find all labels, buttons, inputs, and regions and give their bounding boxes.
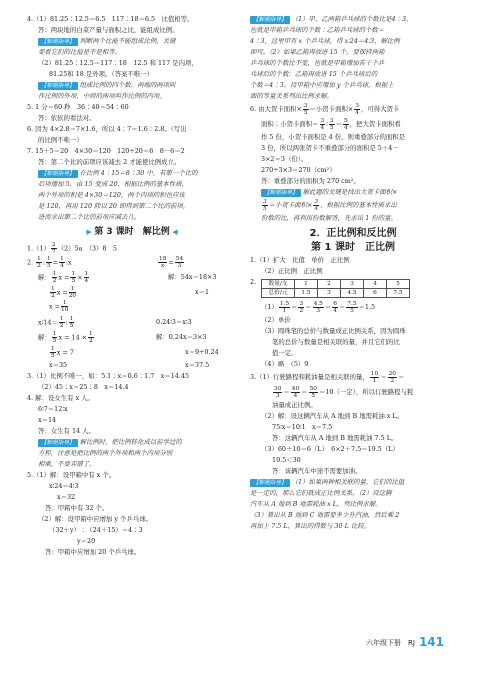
tip-text: 组成比例的四个数，两端的两项叫	[79, 81, 176, 89]
right-column: 【解题指导】 （1）甲、乙两箱乒乓球的个数比是4∶3， 也就是甲箱乒乓球的个数∶乙箱乒乓球的个数＝ 4∶3，这里甲有 x 个乒乓球，得 x∶24＝4∶3，解比例 即可。（2）如果乙箱再放进 15 个，要保持两箱 乒乓球的个数比不变，也就是甲箱增加若干个乒 乓球后的个数：乙箱再放进 15 个乒乓球后的 个数＝4∶3。设甲箱中应增加 y 个乒乓球，根据上 面的等量关系列出比例求解。 6. 由大贺卡面积× $\frac{3}{5}$ ＝小贺卡面积× $\frac{3}{4}$ ，可得大贺卡 面积∶小贺卡面积＝ $\frac{3}{4}$ ∶ $\frac{3}{5}$ ＝ $\frac{5}{4}$ ，把大贺卡面积看 作 5 份，小贺卡面积是 4 份，则重叠部分的面积是 3 份，所以两张贺卡不重叠部分的面积是 5＋4－ 3×2＝3（份）。 270÷3×3＝270（cm²） 答：重叠部分的面积为 270 cm²。 【解题指导】 解此题的关键是找出大贺卡面积× $\frac{3}{5}$ ＝小贺卡面积× $\frac{3}{4}$ ，根据比例的基本性质求出 份数的比，再利用份数解答，先求出 1 份的量。 2．正比例和反比例 第 1 课时 正比例 1.（1）扩大 比值 单价 正比例 （2）正比例 正比例 2. 数量/支 1 2 3 4 5 总价/元 1.5 3 4.5 6 7.5 （1） $\frac{1.5}{1}$ ＝ $\frac{3}{2}$ ＝ $\frac{4.5}{3}$ ＝ $\frac{6}{4}$ ＝ $\frac{7.5}{5}$ ＝1.5 （2）单价 （3）圆珠笔的总价与数量成正比例关系，因为圆珠 笔的总价与数量是相关联的量，并且它们的比 值一定。 （4）略 （5）9 3.（1）行驶路程和耗油量是相关联的量， $\frac{10}{1}$ ＝ $\frac{20}{2}$ ＝ $\frac{30}{3}$ ＝ $\frac{40}{4}$ ＝ $\frac{50}{5}$ ＝10（一定），所以行驶路程与耗 油量成正比例。 （2）解：设这辆汽车从 A 地到 B 地需耗油 x L。 75∶x＝10∶1 x＝7.5 答：这辆汽车从 A 地到 B 地需耗油 7.5 L。 （3）60＋10＝6（L） 6×2＋7.5＝19.5（L） 19.5＜30 答：该辆汽车中途不需要加油。 【解题指导】 （1）如果两种相关联的量，它们的比值 是一定的，那么它们就成正比例关系。（2）设这辆 汽车从 A 地到 B 地需耗油 x L，列比例求解。 （3）算出从 B 地到 C 地需要多少升汽油，然后乘 2 再加上 7.5 L，算出的得数与 30 L 比较。	[250, 14, 456, 532]
q4-line4: 81.25和 18 是外项。（答案不唯一）	[49, 70, 153, 78]
r-q6-line7: 答：重叠部分的面积为 270 cm²。	[261, 177, 360, 185]
p2-line2: （2）单价	[261, 316, 291, 324]
s3-line1: 3.（1）比例不唯一，如：5.1∶x＝0.6∶1.7 x＝14.45	[27, 372, 190, 380]
table-cell: 4.5	[341, 289, 364, 298]
p3-tip-l3: 汽车从 A 地到 B 地需耗油 x L，列比例求解。	[250, 500, 382, 508]
r-tip-l5: 乒乓球的个数比不变，也就是甲箱增加若干个乒	[250, 59, 385, 67]
page-footer	[366, 637, 444, 649]
s1-line: 1.（1） $\frac{2}{7}$ （2）5a （3）8 5	[27, 242, 117, 255]
s2-step2: $\frac{1}{2}$ x = $\frac{1}{20}$ x＝1	[51, 286, 210, 299]
s5-line1: 5.（1）解：设甲箱中有 x 个。	[27, 471, 116, 479]
p1-line2: （2）正比例 正比例	[261, 267, 323, 275]
p3-tip-l5: 再加上 7.5 L，算出的得数与 30 L 比较。	[250, 522, 371, 530]
lesson-title: 第 1 课时 正比例	[311, 242, 395, 253]
p3-tip-l4: （3）算出从 B 地到 C 地需要多少升汽油，然后乘 2	[250, 511, 400, 519]
s2-step6: x＝35 x＝37.5	[49, 361, 210, 369]
p2-ratio-line: （1） $\frac{1.5}{1}$ ＝ $\frac{3}{2}$ ＝ $\frac{4.5}{3}$ ＝ $\frac{6}{4}$ ＝ $\frac{7.5}{5}$ ＝1.5	[261, 300, 376, 314]
p3-tip-l2: 是一定的，那么它们就成正比例关系。（2）设这辆	[250, 489, 392, 497]
s4-line4: 答：女生有 14 人。	[38, 427, 95, 435]
table-row	[262, 289, 410, 298]
r-q6-line2: 面积∶小贺卡面积＝ $\frac{3}{4}$ ∶ $\frac{3}{5}$ ＝ $\frac{5}{4}$ ，把大贺卡面积看	[261, 117, 401, 131]
tip-label: 【解题指导】	[250, 16, 290, 24]
s4-line1: 4. 解：设女生有 x 人。	[27, 394, 94, 402]
tip-text: （1）甲、乙两箱乒乓球的个数比是4∶3，	[291, 15, 413, 23]
tip-text: 解比例时，把比例转化成以前学过的	[79, 438, 182, 446]
s4-tip-l2: 方程，注意是把比例的两个外项和两个内项分别	[38, 449, 173, 457]
r-tip-l2: 也就是甲箱乒乓球的个数∶乙箱乒乓球的个数＝	[250, 26, 385, 34]
table-cell: 5	[387, 280, 410, 289]
q4-line2: 答：两块地的白菜产量与面积之比，能组成比例。	[38, 26, 179, 34]
q6-line1: 6. 因为 4×2.8＝7×1.6，所以 4∶7＝1.6∶2.8。（写出	[27, 125, 187, 133]
table-cell: 2	[318, 280, 341, 289]
p2-line3: （3）圆珠笔的总价与数量成正比例关系，因为圆珠	[261, 327, 406, 335]
s4-line3: x＝14	[38, 416, 57, 424]
table-header: 总价/元	[262, 289, 295, 298]
tip-label: 【解题指导】	[38, 170, 78, 178]
s2-eq-row2: x∶14＝ $\frac{1}{2}$ : $\frac{1}{5}$ 0.24∶3＝x∶3	[38, 316, 192, 329]
r-tip-l8: 面的等量关系列出比例求解。	[250, 92, 334, 100]
q4-line3: （2）81.25∶12.5＝117∶18 12.5 和 117 是内项，	[38, 59, 198, 67]
table-cell: 1.5	[295, 289, 318, 298]
s2-step4: 解： $\frac{1}{5}$ x = 14 × $\frac{1}{2}$ 解：0.24x＝3×3	[38, 331, 207, 344]
s5-line4: 答：甲箱中有 32 个。	[45, 504, 109, 512]
s2-step5: $\frac{1}{5}$ x = 7 x＝9÷0.24	[51, 346, 219, 359]
price-table	[261, 279, 410, 298]
q5-line2: 答：依依的看法对。	[38, 114, 96, 122]
tip-label: 【解题指导】	[38, 38, 78, 46]
table-cell: 3	[318, 289, 341, 298]
s2-eq-row1: 2. $\frac{1}{2}$ : $\frac{1}{5}$ = $\frac{1}{4}$ :x $\frac{18}{x}$ = $\frac{54}{3}$	[27, 256, 184, 269]
table-row	[262, 280, 410, 289]
q4-tip	[27, 36, 237, 47]
q7-line2: 答：第二个比的前项应该减去 2 才能使比例成立。	[38, 158, 181, 166]
r-q6-line6: 270÷3×3＝270（cm²）	[261, 166, 336, 174]
s4-line2: 6∶7＝12∶x	[38, 405, 68, 413]
table-cell: 7.5	[387, 289, 410, 298]
q5-line1: 5. 1 分＝60 秒 36∶40＝54∶60	[27, 103, 129, 111]
table-cell: 1	[295, 280, 318, 289]
s5-line2: x∶24＝4∶3	[49, 482, 79, 490]
q7-tip-l3: 两个外项的积是 4×30＝120，两个内项的积也应该	[38, 191, 185, 199]
table-cell: 3	[341, 280, 364, 289]
p1-line1: 1.（1）扩大 比值 单价 正比例	[250, 256, 350, 264]
p3-line5: 75∶x＝10∶1 x＝7.5	[272, 423, 333, 431]
s2-step1: 解： $\frac{1}{2}$ x = $\frac{1}{5}$ × $\frac{1}{4}$ 解：54x＝18×3	[38, 271, 217, 284]
s5-line8: 答：甲箱中应增加 20 个乒乓球。	[45, 548, 141, 556]
p2-line6: （4）略 （5）9	[261, 360, 309, 368]
r-q6-line3: 作 5 份，小贺卡面积是 4 份，则重叠部分的面积是	[261, 133, 406, 141]
s5-line5: （2）解：设甲箱中应增加 y 个乒乓球。	[38, 515, 152, 523]
r-tip-l3: 4∶3，这里甲有 x 个乒乓球，得 x∶24＝4∶3，解比例	[250, 37, 400, 45]
p3-line4: （2）解：设这辆汽车从 A 地到 B 地需耗油 x L。	[261, 412, 404, 420]
p3-line6: 答：这辆汽车从 A 地到 B 地需耗油 7.5 L。	[272, 434, 398, 442]
r-q6-tip-l2: $\frac{3}{5}$ ＝小贺卡面积× $\frac{3}{4}$ ，根据比例的基本性质求出	[263, 198, 397, 212]
page-number: 141	[418, 635, 444, 649]
s4-tip-l3: 相乘，不要弄错了。	[38, 460, 96, 468]
q7-tip	[27, 168, 237, 179]
table-cell: 6	[364, 289, 387, 298]
tip-label: 【解题指导】	[38, 439, 78, 447]
q7-tip-l2: 后项增加 5，由 15 变成 20，根据比例的基本性质，	[38, 180, 188, 188]
r-tip-l7: 个数＝4∶3。设甲箱中应增加 y 个乒乓球，根据上	[250, 81, 394, 89]
table-header: 数量/支	[262, 280, 295, 289]
r-tip-top	[250, 14, 456, 25]
r-q6-line4: 3 份，所以两张贺卡不重叠部分的面积是 5＋4－	[261, 144, 399, 152]
q4-tip2-line2: 作比例的外项，中间的两项叫作比例的内项。	[38, 92, 166, 100]
r-q6-tip	[250, 187, 456, 198]
p3-tip	[250, 477, 456, 488]
s5-line3: x＝32	[57, 493, 76, 501]
unit-title: 2．正比例和反比例	[309, 228, 397, 239]
q7-tip-l5: 进而求出第二个比的前项应减去几。	[38, 213, 141, 221]
p3-line1: 3.（1）行驶路程和耗油量是相关联的量， $\frac{10}{1}$ ＝ $\frac{20}{2}$ ＝	[250, 370, 405, 384]
tip-text: （1）如果两种相关联的量，它们的比值	[291, 478, 405, 486]
r-tip-l4: 即可。（2）如果乙箱再放进 15 个，要保持两箱	[250, 48, 385, 56]
tip-label: 【解题指导】	[261, 189, 301, 197]
tip-label: 【解题指导】	[250, 479, 290, 487]
r-q6-tip-l3: 份数的比，再利用份数解答，先求出 1 份的量。	[261, 214, 397, 222]
q6-line2: 的比例不唯一）	[38, 136, 83, 144]
p2-line4: 笔的总价与数量是相关联的量，并且它们的比	[272, 338, 400, 346]
fraction: $\frac{2}{7}$	[51, 242, 56, 255]
s4-tip	[27, 437, 237, 448]
s3-line2: （2）45∶x＝25∶8 x＝14.4	[38, 383, 129, 391]
lesson3-title: ▶ 第 3 课时 解比例 ◀	[86, 227, 178, 237]
q4-tip-line2: 要看它们的比值是不是相等。	[38, 48, 122, 56]
q4-tip2	[27, 80, 237, 91]
r-tip-l6: 乓球后的个数：乙箱再放进 15 个乒乓球后的	[250, 70, 378, 78]
tip-text: 在比例 4∶15＝8∶30 中，若第一个比的	[79, 169, 198, 177]
r-q6-line1: 6. 由大贺卡面积× $\frac{3}{5}$ ＝小贺卡面积× $\frac{3}{4}$ ，可得大贺卡	[250, 102, 400, 116]
left-column	[27, 14, 237, 558]
p3-line9: 答：该辆汽车中途不需要加油。	[272, 467, 362, 475]
tip-label: 【解题指导】	[38, 82, 78, 90]
s2-step3: x = $\frac{1}{10}$	[49, 300, 69, 313]
table-cell: 4	[364, 280, 387, 289]
s5-line6: （32＋y）∶（24＋15）＝4∶3	[49, 526, 143, 534]
p3-line3: 油量成正比例。	[272, 401, 317, 409]
tip-text: 判断两个比能不能组成比例，关键	[79, 37, 176, 45]
r-q6-line5: 3×2＝3（份）。	[261, 155, 308, 163]
p3-line7: （3）60＋10＝6（L） 6×2＋7.5＝19.5（L）	[261, 445, 399, 453]
q7-tip-l4: 是 120，再用 120 除以 20 即得到第二个比的前项，	[38, 202, 190, 210]
book-label: 六年级下册 RJ	[366, 639, 415, 647]
p2-line5: 值一定。	[272, 349, 298, 357]
p3-line2: $\frac{30}{3}$ ＝ $\frac{40}{4}$ ＝ $\frac{50}{5}$ ＝10（一定），所以行驶路程与耗	[274, 385, 414, 399]
q7-line1: 7. 15＋5＝20 4×30＝120 120÷20＝6 8－6＝2	[27, 147, 185, 155]
p3-line8: 19.5＜30	[272, 456, 301, 464]
s5-line7: y＝20	[77, 537, 96, 545]
tip-text: 解此题的关键是找出大贺卡面积×	[302, 188, 398, 196]
q4-line1: 4.（1）81.25∶12.5＝6.5 117∶18＝6.5 比值相等。	[27, 15, 194, 23]
